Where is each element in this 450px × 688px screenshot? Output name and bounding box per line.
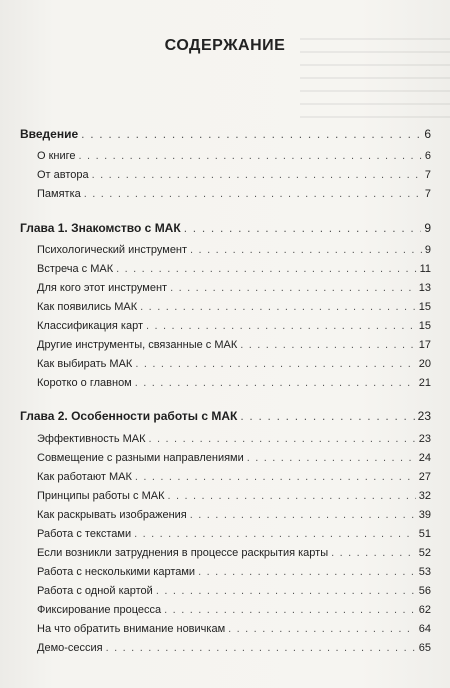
dot-leader xyxy=(79,150,422,163)
page-title: СОДЕРЖАНИЕ xyxy=(164,37,286,54)
dot-leader xyxy=(240,339,416,352)
toc-page-number: 21 xyxy=(418,377,431,389)
toc-entry xyxy=(37,490,431,503)
toc-entry xyxy=(37,452,431,465)
dot-leader xyxy=(198,566,416,579)
toc-page-number: 7 xyxy=(424,169,431,181)
toc-chapter-title: Глава 1. Знакомство с МАК xyxy=(20,221,181,235)
toc-page-number: 13 xyxy=(418,282,431,294)
toc-page-number: 64 xyxy=(418,623,431,635)
dot-leader xyxy=(247,452,416,465)
toc-page-number: 9 xyxy=(424,244,431,256)
toc-page-number: 51 xyxy=(418,528,431,540)
dot-leader xyxy=(164,604,416,617)
toc-chapter-title: Глава 2. Особенности работы с МАК xyxy=(20,409,238,423)
toc-entry-title: Психологический инструмент xyxy=(37,244,188,256)
toc-page-number: 6 xyxy=(424,127,431,141)
toc-entry xyxy=(37,150,431,163)
toc-entry-title: Для кого этот инструмент xyxy=(37,282,168,294)
toc-entry-title: О книге xyxy=(37,150,76,162)
toc-entry-title: Эффективность МАК xyxy=(37,433,146,445)
toc-chapter-title: Введение xyxy=(20,127,79,141)
toc-entry-title: Демо-сессия xyxy=(37,642,103,654)
toc-entry xyxy=(37,604,431,617)
toc-entry xyxy=(37,339,431,352)
toc-page-number: 23 xyxy=(418,433,431,445)
toc-entry xyxy=(37,509,431,522)
dot-leader xyxy=(190,509,416,522)
dot-leader xyxy=(140,301,416,314)
toc-entry xyxy=(37,377,431,390)
toc-entry-title: Как появились МАК xyxy=(37,301,138,313)
toc-page-number: 52 xyxy=(418,547,431,559)
dot-leader xyxy=(134,528,416,541)
toc-page-number: 62 xyxy=(418,604,431,616)
dot-leader xyxy=(184,222,422,235)
toc-entry-title: Работа с текстами xyxy=(37,528,132,540)
toc-page-number: 11 xyxy=(419,263,431,275)
toc-entry-title: Коротко о главном xyxy=(37,377,132,389)
toc-page-number: 15 xyxy=(418,320,431,332)
dot-leader xyxy=(135,377,416,390)
toc-entry-title: От автора xyxy=(37,169,89,181)
toc-entry xyxy=(37,244,431,257)
toc-entry xyxy=(37,528,431,541)
dot-leader xyxy=(92,169,422,182)
toc-entry xyxy=(37,642,431,655)
toc-page-number: 20 xyxy=(418,358,431,370)
toc-entry-title: Принципы работы с МАК xyxy=(37,490,165,502)
dot-leader xyxy=(331,547,416,560)
toc-entry xyxy=(37,263,431,276)
toc-page-number: 65 xyxy=(418,642,431,654)
toc-entry xyxy=(37,358,431,371)
dot-leader xyxy=(149,433,416,446)
toc-entry xyxy=(37,566,431,579)
dot-leader xyxy=(167,490,415,503)
dot-leader xyxy=(81,128,421,141)
toc-page-number: 9 xyxy=(424,221,431,235)
toc-entry-title: Как работают МАК xyxy=(37,471,132,483)
dot-leader xyxy=(146,320,416,333)
dot-leader xyxy=(190,244,422,257)
toc-entry-title: Фиксирование процесса xyxy=(37,604,162,616)
toc-entry xyxy=(37,282,431,295)
toc-page-number: 24 xyxy=(418,452,431,464)
toc-entry xyxy=(37,471,431,484)
toc-page-number: 27 xyxy=(418,471,431,483)
toc-chapter-2 xyxy=(20,410,431,423)
dot-leader xyxy=(135,471,416,484)
toc-page-number: 7 xyxy=(424,188,431,200)
toc-entry-title: Как раскрывать изображения xyxy=(37,509,187,521)
toc-entry xyxy=(37,585,431,598)
toc-entry-title: Работа с несколькими картами xyxy=(37,566,196,578)
toc-entry-title: Совмещение с разными направлениями xyxy=(37,452,244,464)
toc-entry xyxy=(37,433,431,446)
toc-page-number: 56 xyxy=(418,585,431,597)
toc-entry xyxy=(37,623,431,636)
toc-page-number: 53 xyxy=(418,566,431,578)
toc-page-number: 23 xyxy=(417,409,431,423)
toc-entry-title: Работа с одной картой xyxy=(37,585,153,597)
dot-leader xyxy=(228,623,416,636)
toc-entry-title: Другие инструменты, связанные с МАК xyxy=(37,339,238,351)
dot-leader xyxy=(106,642,416,655)
toc-page-number: 39 xyxy=(418,509,431,521)
toc-chapter-1 xyxy=(20,222,431,235)
toc-page-number: 15 xyxy=(418,301,431,313)
dot-leader xyxy=(135,358,415,371)
toc-entry-title: Если возникли затруднения в процессе раскрытия карты xyxy=(37,547,329,559)
dot-leader xyxy=(116,263,416,276)
toc-entry-title: Как выбирать МАК xyxy=(37,358,133,370)
toc-entry-title: На что обратить внимание новичкам xyxy=(37,623,226,635)
toc-entry xyxy=(37,547,431,560)
toc-entry xyxy=(37,169,431,182)
dot-leader xyxy=(156,585,416,598)
dot-leader xyxy=(84,188,422,201)
toc-entry-title: Классификация карт xyxy=(37,320,143,332)
dot-leader xyxy=(240,410,414,423)
toc-entry xyxy=(37,188,431,201)
toc-entry-title: Встреча с МАК xyxy=(37,263,114,275)
toc-page-number: 6 xyxy=(424,150,431,162)
toc-page-number: 32 xyxy=(418,490,431,502)
dot-leader xyxy=(170,282,416,295)
toc-entry-title: Памятка xyxy=(37,188,81,200)
toc-page-number: 17 xyxy=(418,339,431,351)
toc-entry xyxy=(37,320,431,333)
toc-entry xyxy=(37,301,431,314)
toc-chapter-introduction xyxy=(20,128,431,141)
